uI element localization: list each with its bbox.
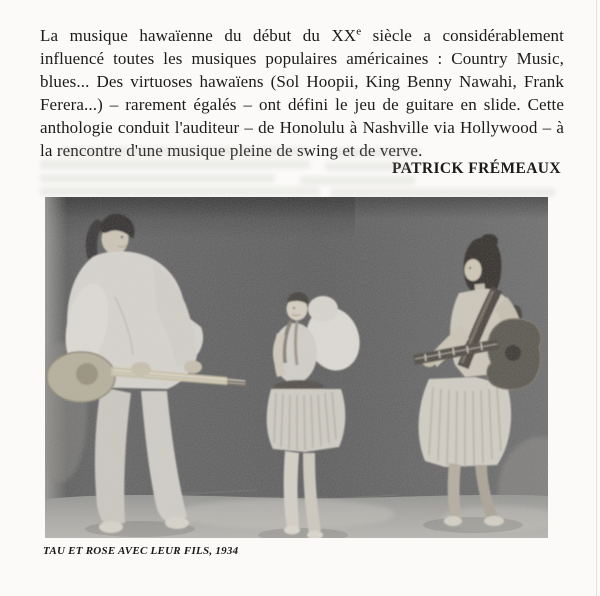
intro-text-part2: siècle a considérablement influencé toutes les musiques populaires américaines : Country Music, blues... Des virtuoses hawaïens (Sol Hoopii, King Benny Nawahi, Frank Ferera...) – rarement égalés – ont défini le jeu de guitare en slide. Cette anthologie conduit l'auditeur – de Honolulu à Nashville via Hollywood – à la rencontre d'une musique pleine de swing et de verve.	[40, 26, 564, 160]
photo-caption: TAU ET ROSE AVEC LEUR FILS, 1934	[43, 545, 239, 557]
intro-text-part1: La musique hawaïenne du début du XX	[40, 26, 357, 45]
scan-edge-line	[596, 0, 597, 596]
intro-paragraph	[40, 24, 564, 162]
photograph	[45, 197, 548, 538]
century-superscript: e	[356, 25, 362, 38]
photograph-image	[45, 197, 548, 538]
film-grain	[45, 197, 548, 538]
bleed-through-artifact	[330, 188, 555, 197]
author-signature: PATRICK FRÉMEAUX	[392, 160, 561, 177]
bleed-through-artifact	[40, 187, 320, 196]
bleed-through-artifact	[40, 174, 275, 183]
